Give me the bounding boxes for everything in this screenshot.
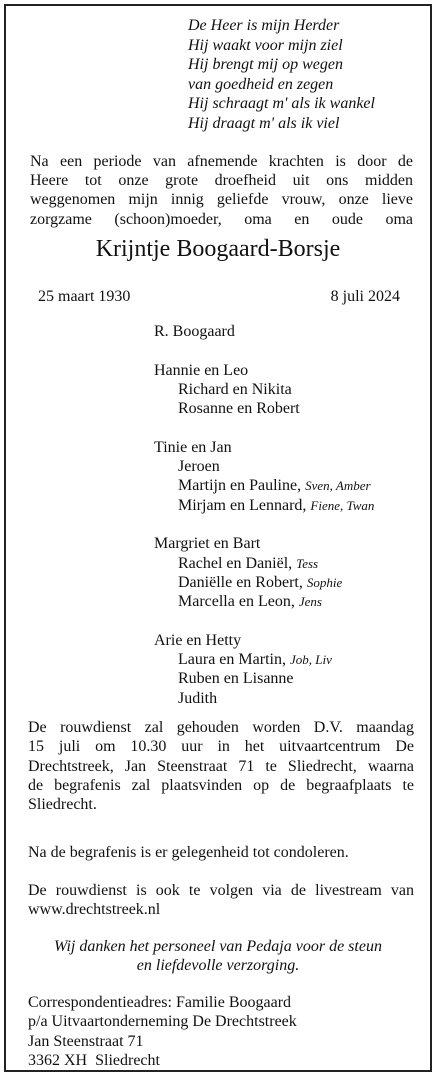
thanks-line: en liefdevolle verzorging.	[136, 957, 300, 975]
thanks-note	[6, 937, 430, 976]
child-family: Laura en Martin, Job, Liv	[178, 651, 332, 669]
poem-line: Hij waakt voor mijn ziel	[188, 36, 343, 54]
grandchildren: Sven, Amber	[305, 478, 371, 494]
child-family: Martijn en Pauline, Sven, Amber	[178, 477, 371, 495]
grandchildren: Jens	[298, 594, 322, 610]
child-family: Daniëlle en Robert, Sophie	[178, 573, 343, 591]
parents: Tinie en Jan	[154, 438, 232, 456]
livestream-info	[28, 881, 414, 920]
poem-line: Hij brengt mij op wegen	[188, 56, 343, 73]
child-family: Marcella en Leon, Jens	[178, 593, 322, 611]
child-family: Mirjam en Lennard, Fiene, Twan	[178, 496, 375, 514]
service-line: Sliedrecht.	[28, 796, 97, 814]
poem-line: van goedheid en zegen	[188, 75, 334, 93]
parents: Margriet en Bart	[154, 535, 261, 553]
thanks-line: Wij danken het personeel van Pedaja voor de steun	[54, 938, 382, 955]
obituary-card	[4, 4, 432, 1072]
address-line: Correspondentieadres: Familie Boogaard	[28, 994, 292, 1011]
poem-line: Hij draagt m' als ik viel	[188, 114, 340, 132]
grandchildren: Tess	[296, 555, 319, 571]
announcement-line: Heere tot onze grote droefheid uit ons midden	[30, 172, 413, 190]
deceased-name: Krijntje Boogaard-Borsje	[95, 236, 341, 262]
service-line: De rouwdienst zal gehouden worden D.V. maandag	[28, 719, 414, 736]
livestream-url: www.drechtstreek.nl	[28, 901, 161, 919]
poem-line: Hij schraagt m' als ik wankel	[188, 95, 375, 112]
address-line: Jan Steenstraat 71	[28, 1032, 144, 1050]
family-list	[154, 322, 374, 727]
spouse: R. Boogaard	[154, 323, 235, 340]
family-group	[154, 361, 374, 419]
correspondence-address	[28, 993, 297, 1070]
service-line: 15 juli om 10.30 uur in het uitvaartcentrum De	[28, 738, 414, 756]
family-group	[154, 631, 374, 708]
child-family: Jeroen	[178, 458, 220, 476]
child-family: Rosanne en Robert	[178, 400, 300, 418]
announcement-line: zorgzame (schoon)moeder, oma en oude oma	[30, 210, 413, 228]
address-line: 3362 XH Sliedrecht	[28, 1051, 160, 1069]
service-info	[28, 718, 414, 814]
condolence-info: Na de begrafenis is er gelegenheid tot condoleren.	[28, 844, 349, 861]
parents: Hannie en Leo	[154, 361, 249, 379]
livestream-line: De rouwdienst is ook te volgen via de livestream van	[28, 882, 414, 899]
parents: Arie en Hetty	[154, 631, 242, 649]
child-family: Judith	[178, 689, 218, 707]
child-family: Rachel en Daniël, Tess	[178, 554, 319, 572]
service-line: de begrafenis zal plaatsvinden op de begraafplaats te	[28, 776, 414, 794]
address-line: p/a Uitvaartonderneming De Drechtstreek	[28, 1013, 297, 1031]
announcement-line: weggenomen mijn innig geliefde vrouw, onze lieve	[30, 191, 413, 209]
poem	[188, 16, 375, 133]
family-group	[154, 534, 374, 611]
grandchildren: Job, Liv	[289, 652, 332, 668]
death-date: 8 juli 2024	[330, 288, 400, 305]
child-family: Richard en Nikita	[178, 380, 292, 398]
child-family: Ruben en Lisanne	[178, 670, 294, 688]
grandchildren: Sophie	[306, 574, 343, 590]
grandchildren: Fiene, Twan	[310, 497, 375, 513]
poem-line: De Heer is mijn Herder	[188, 17, 340, 34]
family-group	[154, 438, 374, 515]
birth-date: 25 maart 1930	[38, 288, 131, 305]
service-line: Drechtstreek, Jan Steenstraat 71 te Sliedrecht, waarna	[28, 757, 414, 775]
announcement-text	[30, 152, 413, 229]
announcement-line: Na een periode van afnemende krachten is door de	[30, 153, 413, 170]
